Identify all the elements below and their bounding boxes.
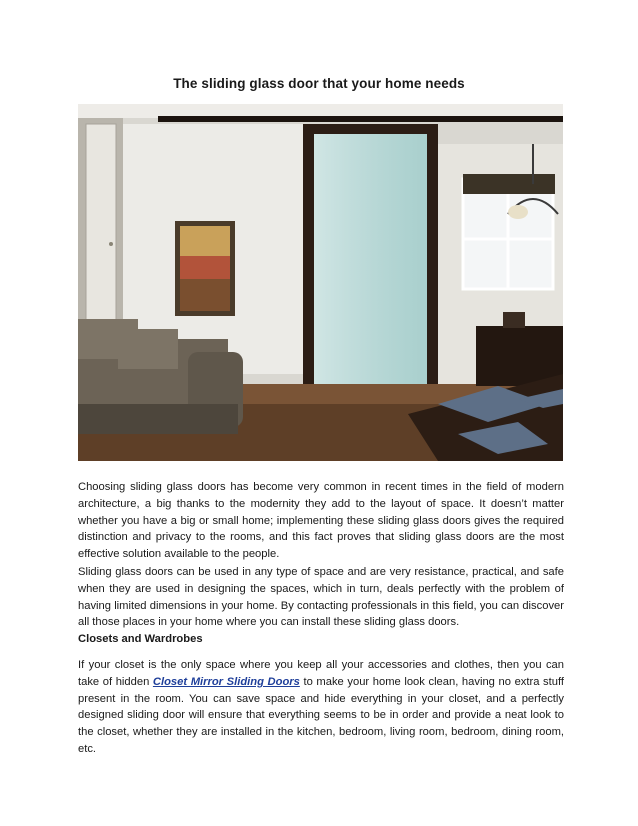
- room-photo: [78, 104, 563, 461]
- paragraph-intro: Choosing sliding glass doors has become very common in recent times in the field of modern architecture, a big thanks to the modernity they add to the layout of space. It doesn’t matter whether you have a big or small home; implementing these sliding glass doors gives the required distinction and privacy to the rooms, and this fact proves that sliding glass doors are the most effective solution available to the people.: [78, 481, 564, 561]
- paragraph-closets-text-end: to make your home look clean, having no extra stuff present in the room. You can save space and hide everything in your closet, and a perfectly designed sliding door will ensure that everything seems to be in order and provide a neat look to the closet, whether they are installed in the kitchen, bedroom, living room, bedroom, dining room, etc.: [78, 675, 564, 755]
- paragraph-usage: Sliding glass doors can be used in any type of space and are very resistance, practical, and safe when they are used in designing the spaces, which in turn, deals perfectly with the problem of having limited dimensions in your home. By contacting professionals in this field, you can discover all those places in your home where you can install these sliding glass doors.: [78, 566, 564, 629]
- closet-mirror-sliding-doors-link[interactable]: Closet Mirror Sliding Doors: [152, 675, 300, 688]
- paragraph-closets-text-start: If your closet is the only space where you keep all your accessories and clothes, then you can take of hidden: [78, 659, 564, 688]
- paragraph-closets: [78, 657, 564, 758]
- document-title: The sliding glass door that your home needs: [173, 76, 465, 91]
- section-heading-closets: Closets and Wardrobes: [78, 633, 203, 645]
